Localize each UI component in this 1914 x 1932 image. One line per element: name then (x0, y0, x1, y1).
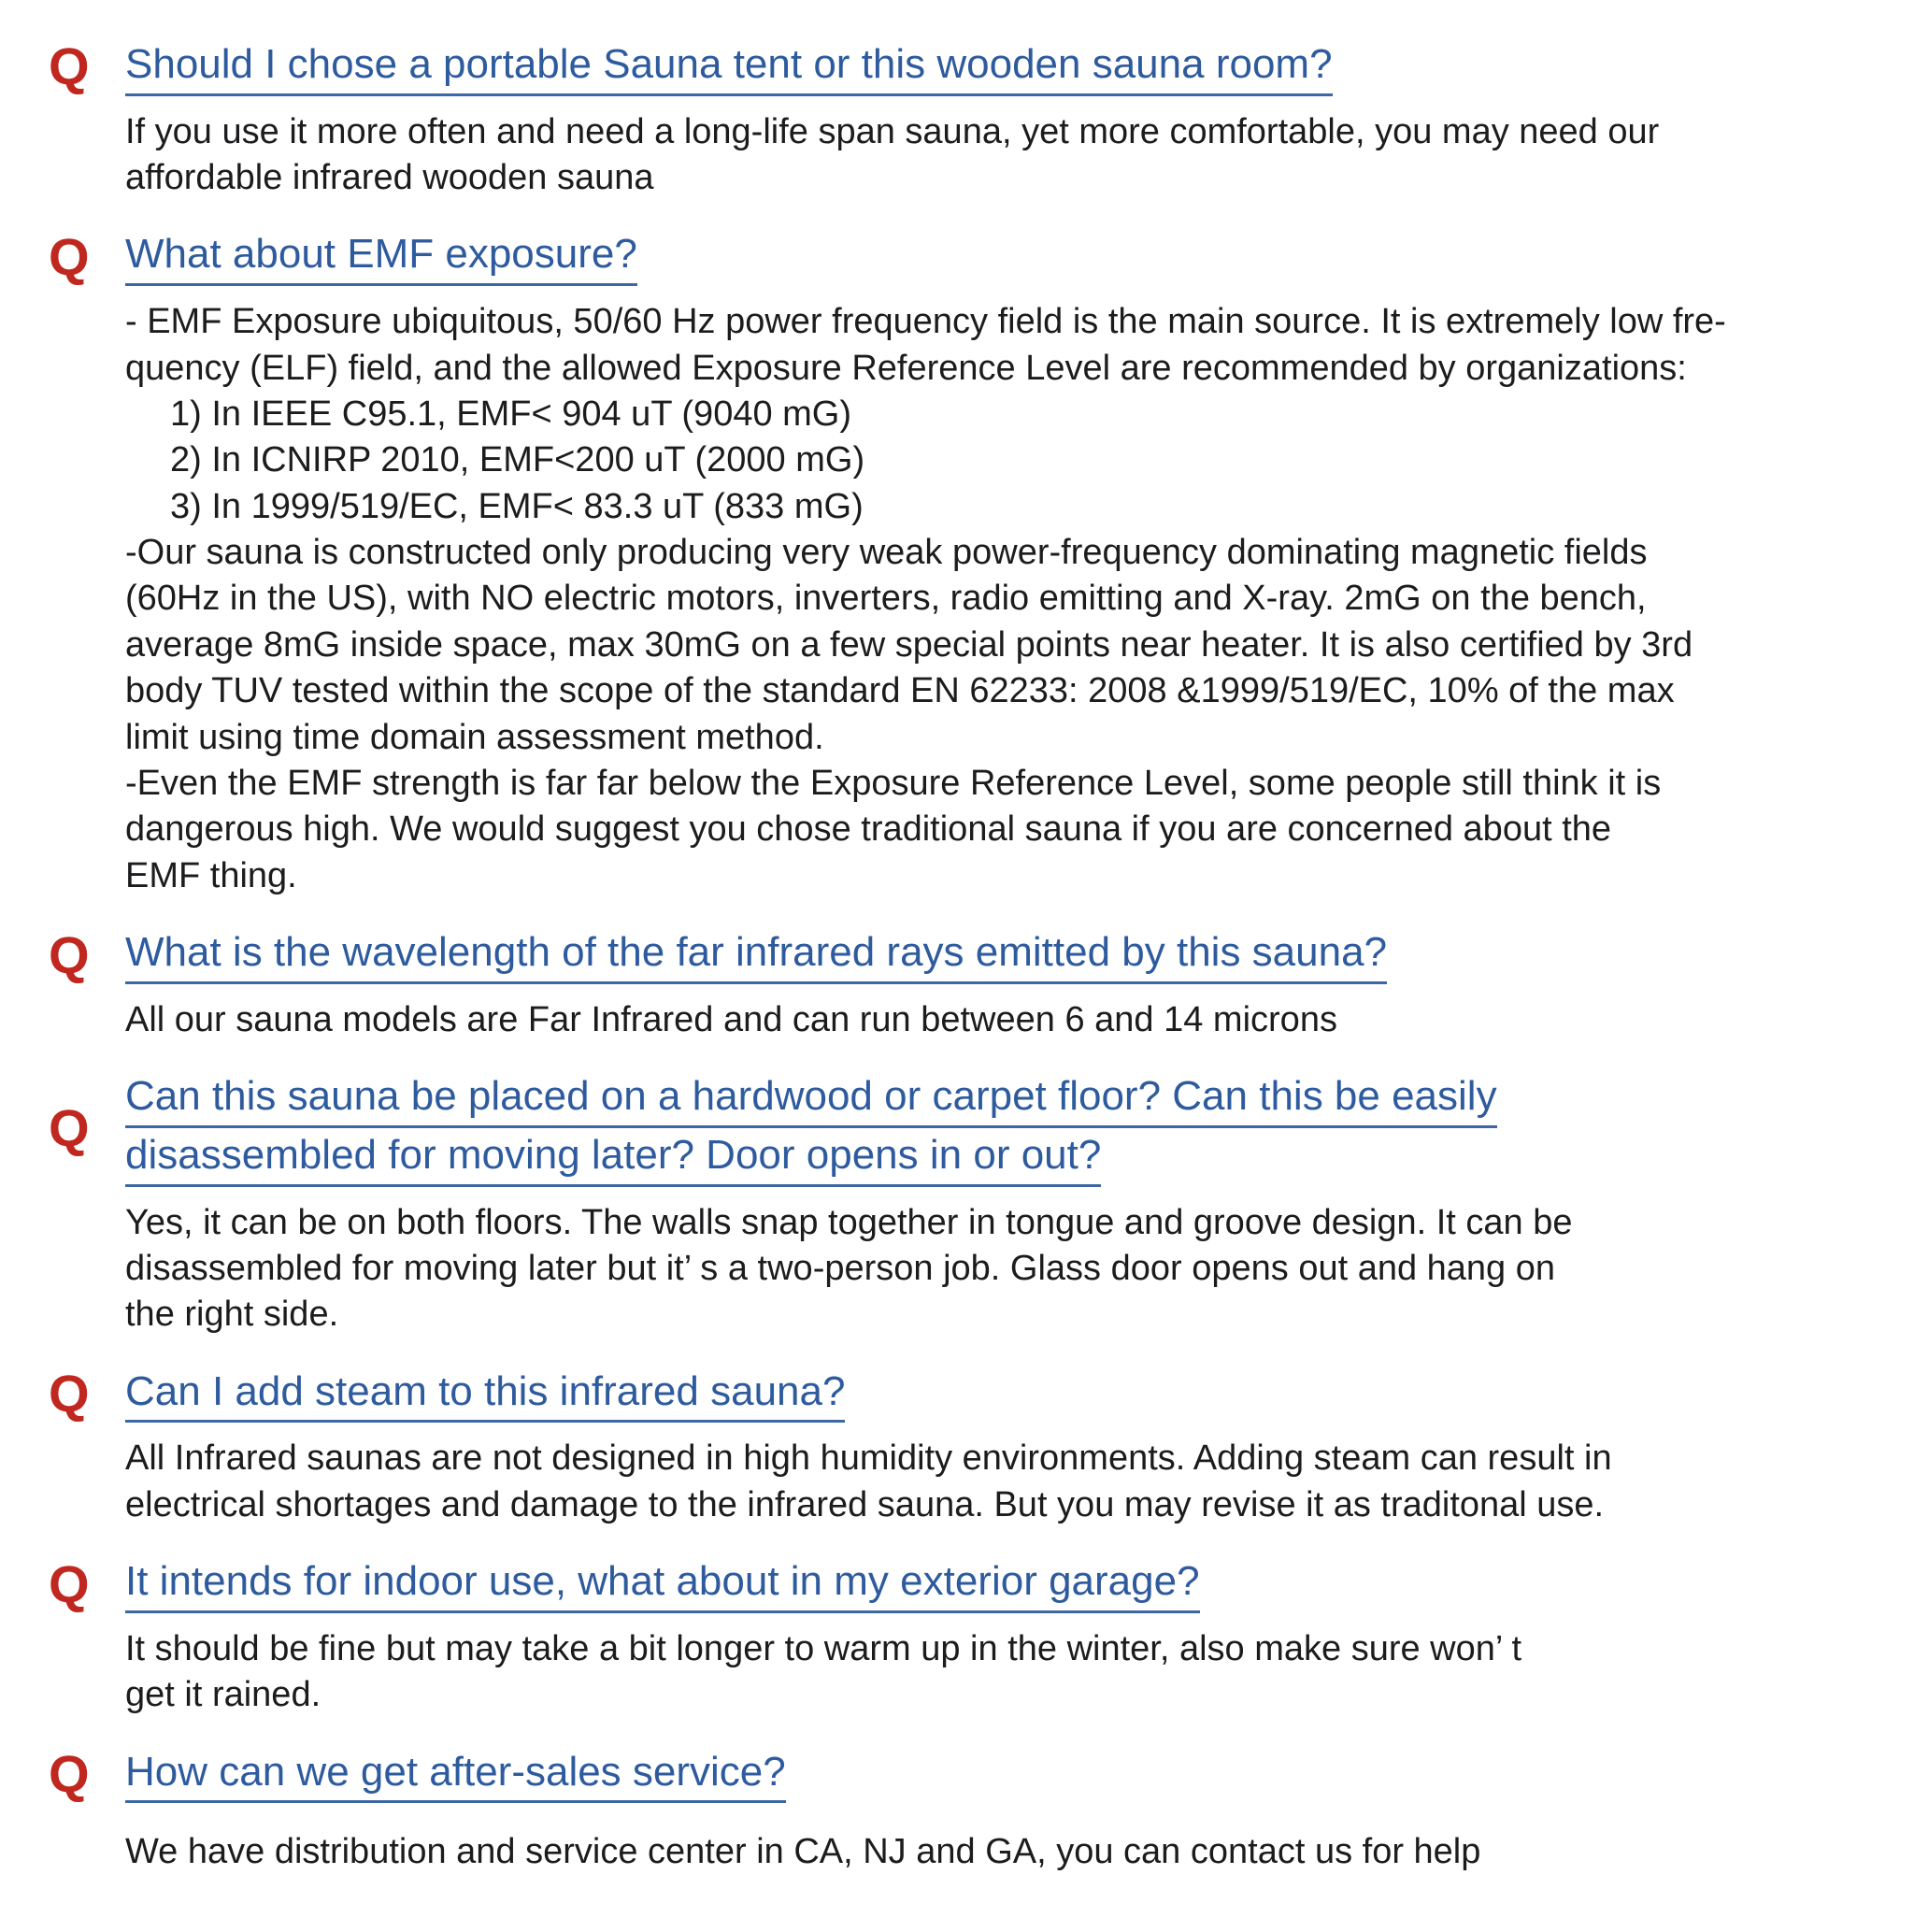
faq-item (49, 1744, 1877, 1876)
q-letter-icon: Q (49, 1364, 88, 1424)
question-link[interactable] (125, 229, 637, 288)
answer-block (125, 299, 1877, 899)
faq-list (49, 36, 1877, 1876)
answer-line: - EMF Exposure ubiquitous, 50/60 Hz power frequency field is the main source. It is extremely low fre- (125, 302, 1726, 342)
q-letter-icon: Q (49, 226, 88, 286)
answer-block (125, 997, 1877, 1043)
faq-item (49, 1071, 1877, 1338)
q-letter-icon: Q (49, 924, 88, 984)
answer-line: -Our sauna is constructed only producing very weak power-frequency dominating magnetic fields (125, 533, 1648, 573)
question-row (49, 1071, 1877, 1188)
faq-item (49, 36, 1877, 201)
answer-line: (60Hz in the US), with NO electric motors, inverters, radio emitting and X-ray. 2mG on the bench, (125, 579, 1647, 619)
answer-line: If you use it more often and need a long-life span sauna, yet more comfortable, you may need our (125, 111, 1660, 151)
answer-line: EMF thing. (125, 855, 297, 895)
q-letter-icon: Q (49, 36, 88, 96)
faq-item (49, 226, 1877, 899)
faq-item (49, 1364, 1877, 1528)
question-link[interactable] (125, 1747, 786, 1806)
q-letter-icon: Q (49, 1097, 88, 1157)
question-link[interactable] (125, 39, 1333, 98)
answer-block (125, 109, 1877, 202)
answer-line: 3) In 1999/519/EC, EMF< 83.3 uT (833 mG) (170, 486, 864, 526)
faq-item (49, 924, 1877, 1043)
question-line[interactable]: How can we get after-sales service? (125, 1747, 786, 1804)
answer-line: limit using time domain assessment method. (125, 717, 824, 757)
question-link[interactable] (125, 927, 1387, 986)
answer-line: body TUV tested within the scope of the standard EN 62233: 2008 &1999/519/EC, 10% of the max (125, 671, 1675, 711)
answer-line: disassembled for moving later but it’ s a two-person job. Glass door opens out and hang on (125, 1249, 1556, 1288)
question-link[interactable] (125, 1367, 845, 1425)
question-line[interactable]: disassembled for moving later? Door opens in or out? (125, 1130, 1101, 1187)
answer-block (125, 1200, 1877, 1338)
answer-line: -Even the EMF strength is far far below the Exposure Reference Level, some people still think it is (125, 764, 1662, 804)
faq-item (49, 1553, 1877, 1718)
answer-block (125, 1436, 1877, 1528)
answer-line: We have distribution and service center in CA, NJ and GA, you can contact us for help (125, 1832, 1481, 1872)
question-line[interactable]: Can this sauna be placed on a hardwood or carpet floor? Can this be easily (125, 1071, 1497, 1128)
answer-line: the right side. (125, 1295, 339, 1335)
answer-line: 2) In ICNIRP 2010, EMF<200 uT (2000 mG) (170, 440, 865, 480)
question-row (49, 1364, 1877, 1425)
question-line[interactable]: It intends for indoor use, what about in my exterior garage? (125, 1556, 1200, 1613)
question-row (49, 924, 1877, 986)
answer-line: electrical shortages and damage to the infrared sauna. But you may revise it as traditonal use. (125, 1484, 1605, 1524)
answer-line: All Infrared saunas are not designed in high humidity environments. Adding steam can result in (125, 1438, 1612, 1479)
question-line[interactable]: What about EMF exposure? (125, 229, 637, 286)
answer-block (125, 1829, 1877, 1875)
question-row (49, 1553, 1877, 1615)
question-link[interactable] (125, 1556, 1200, 1615)
question-line[interactable]: Should I chose a portable Sauna tent or this wooden sauna room? (125, 39, 1333, 96)
answer-line: 1) In IEEE C95.1, EMF< 904 uT (9040 mG) (170, 394, 852, 434)
answer-line: average 8mG inside space, max 30mG on a few special points near heater. It is also certified by 3rd (125, 624, 1693, 665)
answer-line: quency (ELF) field, and the allowed Exposure Reference Level are recommended by organizations: (125, 348, 1687, 388)
q-letter-icon: Q (49, 1744, 88, 1804)
answer-line: affordable infrared wooden sauna (125, 158, 654, 198)
answer-line: get it rained. (125, 1675, 321, 1715)
answer-line: Yes, it can be on both floors. The walls snap together in tongue and groove design. It can be (125, 1202, 1573, 1242)
question-row (49, 1744, 1877, 1806)
question-link[interactable] (125, 1071, 1497, 1188)
question-row (49, 36, 1877, 98)
answer-line: All our sauna models are Far Infrared and can run between 6 and 14 microns (125, 999, 1337, 1039)
answer-line: dangerous high. We would suggest you chose traditional sauna if you are concerned about the (125, 809, 1612, 850)
question-row (49, 226, 1877, 288)
question-line[interactable]: Can I add steam to this infrared sauna? (125, 1367, 845, 1424)
answer-line: It should be fine but may take a bit longer to warm up in the winter, also make sure won’ t (125, 1628, 1522, 1668)
answer-block (125, 1626, 1877, 1719)
q-letter-icon: Q (49, 1553, 88, 1613)
question-line[interactable]: What is the wavelength of the far infrared rays emitted by this sauna? (125, 927, 1387, 984)
